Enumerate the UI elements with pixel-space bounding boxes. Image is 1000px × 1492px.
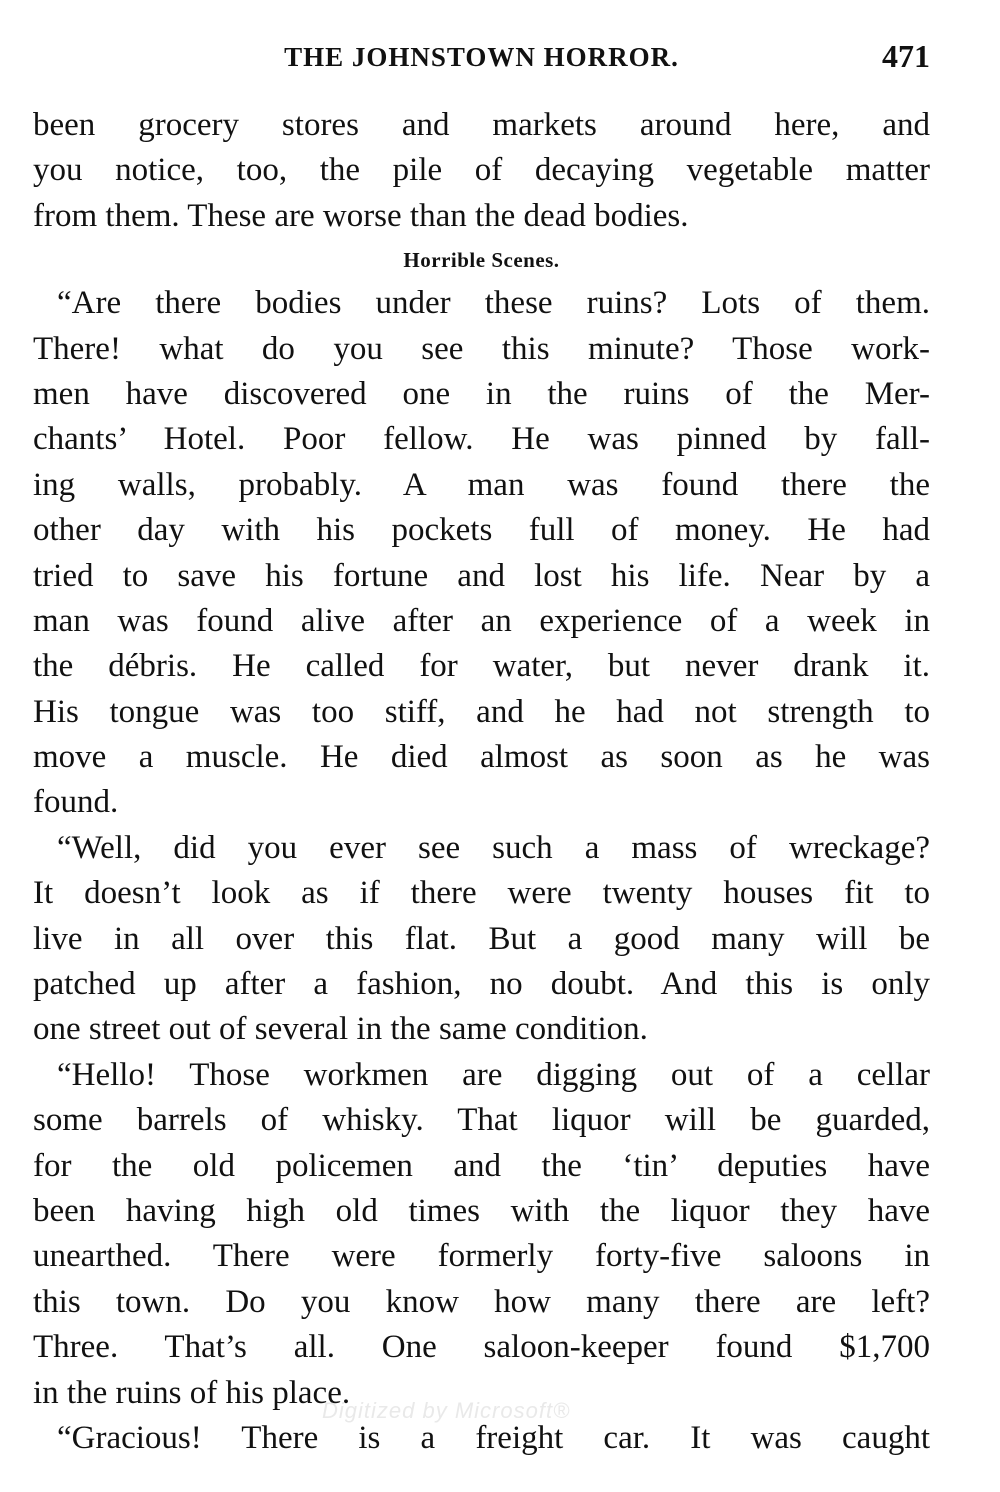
- body-text: [33, 103, 930, 1461]
- text-line: some barrels of whisky. That liquor will be guarded,: [33, 1102, 930, 1139]
- text-line: unearthed. There were formerly forty-five saloons in: [33, 1238, 930, 1275]
- text-line: for the old policemen and the ‘tin’ deputies have: [33, 1147, 930, 1184]
- text-line: from them. These are worse than the dead bodies.: [33, 197, 689, 234]
- text-line: live in all over this flat. But a good many will be: [33, 920, 930, 957]
- text-line: other day with his pockets full of money. He had: [33, 512, 930, 549]
- text-line: Three. That’s all. One saloon-keeper found $1,700: [33, 1329, 930, 1366]
- text-line: found.: [33, 784, 119, 821]
- watermark: Digitized by Microsoft®: [322, 1398, 571, 1423]
- text-line: move a muscle. He died almost as soon as he was: [33, 739, 930, 776]
- text-line: chants’ Hotel. Poor fellow. He was pinned by fall-: [33, 421, 930, 458]
- running-title: THE JOHNSTOWN HORROR.: [284, 42, 679, 72]
- text-line: “Are there bodies under these ruins? Lots of them.: [57, 285, 930, 322]
- text-line: you notice, too, the pile of decaying vegetable matter: [33, 152, 930, 189]
- text-line: in the ruins of his place.: [33, 1374, 351, 1411]
- text-line: this town. Do you know how many there are left?: [33, 1283, 930, 1320]
- running-head: [33, 38, 930, 78]
- text-line: His tongue was too stiff, and he had not strength to: [33, 693, 930, 730]
- text-line: been grocery stores and markets around here, and: [33, 107, 930, 143]
- text-line: “Well, did you ever see such a mass of wreckage?: [57, 829, 930, 866]
- text-line: ing walls, probably. A man was found there the: [33, 466, 930, 503]
- text-line: one street out of several in the same condition.: [33, 1011, 648, 1048]
- text-line: patched up after a fashion, no doubt. And this is only: [33, 966, 930, 1003]
- text-line: men have discovered one in the ruins of the Mer-: [33, 375, 930, 412]
- text-line: man was found alive after an experience of a week in: [33, 602, 930, 639]
- text-line: been having high old times with the liquor they have: [33, 1192, 930, 1229]
- text-line: It doesn’t look as if there were twenty houses fit to: [33, 875, 930, 912]
- text-line: tried to save his fortune and lost his life. Near by a: [33, 557, 930, 594]
- text-line: the débris. He called for water, but never drank it.: [33, 648, 930, 685]
- section-heading: Horrible Scenes.: [403, 248, 560, 273]
- text-line: “Gracious! There is a freight car. It was caught: [57, 1419, 930, 1456]
- text-line: “Hello! Those workmen are digging out of a cellar: [57, 1056, 930, 1093]
- page-number: 471: [882, 38, 930, 74]
- text-line: There! what do you see this minute? Those work-: [33, 330, 930, 367]
